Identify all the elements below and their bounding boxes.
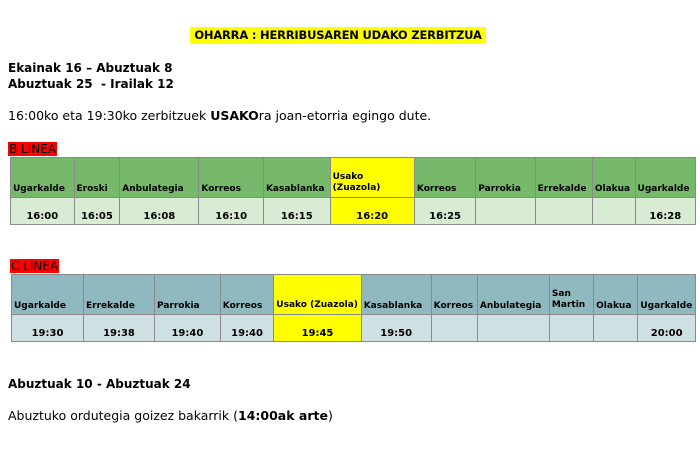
stop-parrokia: Parrokia	[154, 275, 220, 315]
stop-korreos-2: Korreos	[414, 158, 475, 198]
stop-ugarkalde-end: Ugarkalde	[635, 158, 695, 198]
note-prefix: 16:00ko eta 19:30ko zerbitzuek	[8, 108, 211, 123]
stop-usako: Usako (Zuazola)	[274, 275, 361, 315]
time-cell	[592, 198, 635, 225]
line-c-schedule	[11, 274, 696, 342]
time-cell	[549, 315, 593, 342]
time-cell: 19:40	[154, 315, 220, 342]
time-cell: 16:28	[635, 198, 695, 225]
line-b-schedule	[10, 157, 696, 225]
stop-korreos-2: Korreos	[431, 275, 477, 315]
time-cell: 19:40	[220, 315, 273, 342]
time-cell: 19:30	[12, 315, 84, 342]
stop-olakua: Olakua	[594, 275, 638, 315]
time-cell	[431, 315, 477, 342]
stop-ugarkalde: Ugarkalde	[12, 275, 84, 315]
time-cell: 16:10	[199, 198, 264, 225]
stop-kasablanka: Kasablanka	[263, 158, 330, 198]
stop-anbulategia: Anbulategia	[120, 158, 199, 198]
stop-san-martin: San Martin	[549, 275, 593, 315]
time-cell	[594, 315, 638, 342]
time-cell: 16:00	[11, 198, 75, 225]
notice-title: OHARRA : HERRIBUSAREN UDAKO ZERBITZUA	[190, 27, 486, 44]
stop-korreos: Korreos	[199, 158, 264, 198]
period-1: Ekainak 16 – Abuztuak 8	[8, 61, 173, 75]
time-cell: 19:38	[84, 315, 155, 342]
footer-note	[8, 408, 333, 423]
stop-eroski: Eroski	[74, 158, 120, 198]
time-cell: 19:50	[361, 315, 431, 342]
time-cell: 16:15	[263, 198, 330, 225]
time-cell	[476, 198, 535, 225]
stop-ugarkalde-end: Ugarkalde	[638, 275, 696, 315]
footer-suffix: )	[327, 408, 333, 423]
note-suffix: ra joan-etorria egingo dute.	[258, 108, 432, 123]
period-3: Abuztuak 10 - Abuztuak 24	[8, 377, 191, 391]
stop-parrokia: Parrokia	[476, 158, 535, 198]
stop-korreos: Korreos	[220, 275, 273, 315]
stop-usako: Usako (Zuazola)	[330, 158, 414, 198]
footer-bold: 14:00ak arte	[238, 408, 328, 423]
time-cell: 16:25	[414, 198, 475, 225]
time-cell	[535, 198, 592, 225]
stop-errekalde: Errekalde	[84, 275, 155, 315]
summer-periods	[8, 60, 174, 92]
stop-kasablanka: Kasablanka	[361, 275, 431, 315]
time-cell	[477, 315, 549, 342]
time-cell: 16:05	[74, 198, 120, 225]
note-bold: USAKO	[210, 108, 259, 123]
footer-prefix: Abuztuko ordutegia goizez bakarrik (	[8, 408, 238, 423]
line-c-label: C LINEA	[11, 259, 59, 273]
time-cell-usako: 19:45	[274, 315, 361, 342]
time-cell: 20:00	[638, 315, 696, 342]
time-cell: 16:08	[120, 198, 199, 225]
period-2: Abuztuak 25 - Irailak 12	[8, 77, 174, 91]
stop-ugarkalde: Ugarkalde	[11, 158, 75, 198]
stop-olakua: Olakua	[592, 158, 635, 198]
stop-errekalde: Errekalde	[535, 158, 592, 198]
usako-note	[8, 108, 431, 123]
time-cell-usako: 16:20	[330, 198, 414, 225]
stop-anbulategia: Anbulategia	[477, 275, 549, 315]
line-b-label: B LINEA	[9, 142, 57, 156]
